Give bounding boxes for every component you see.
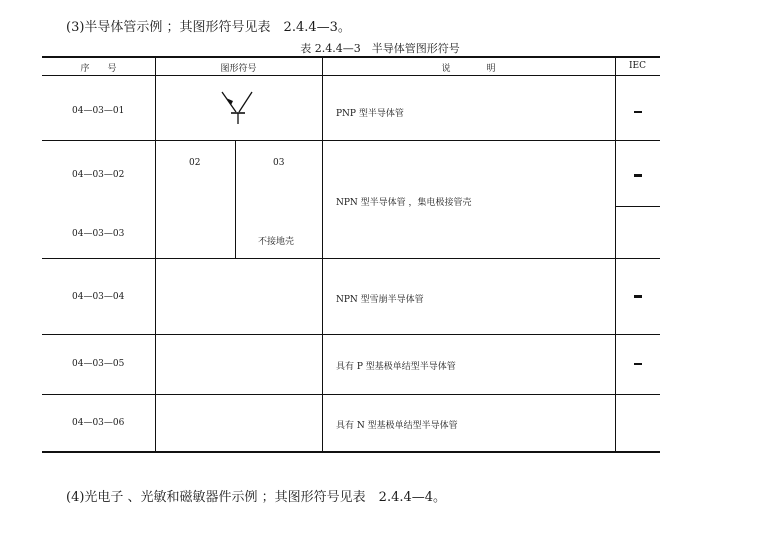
col-rule-symbol xyxy=(322,56,323,453)
header-bottom-rule xyxy=(42,75,660,76)
row-seq-1: 04—03—01 xyxy=(72,106,125,116)
table-caption: 表 2.4.4—3 半导体管图形符号 xyxy=(300,42,460,55)
row-seq-2: 04—03—02 xyxy=(72,170,125,180)
row-desc-6: 具有 N 型基极单结型半导体管 xyxy=(336,421,458,431)
row-rule-4 xyxy=(42,394,660,395)
sub-label-02: 02 xyxy=(189,158,201,168)
row-desc-2: NPN 型半导体管 ，集电极接管壳 xyxy=(336,198,472,208)
iec-mark-1 xyxy=(634,111,642,113)
pnp-transistor-icon xyxy=(218,88,258,128)
row-seq-3: 04—03—03 xyxy=(72,229,125,239)
row-seq-5: 04—03—05 xyxy=(72,359,125,369)
header-seq: 序 号 xyxy=(80,64,117,74)
header-symbol: 图形符号 xyxy=(220,64,257,74)
header-iec: IEC xyxy=(628,61,646,71)
header-desc: 说 明 xyxy=(441,64,496,74)
table-top-rule xyxy=(42,56,660,58)
sub-label-03: 03 xyxy=(273,158,285,168)
sub-label-note: 不接地壳 xyxy=(258,237,295,247)
iec-mark-4 xyxy=(634,295,642,298)
row-rule-1 xyxy=(42,140,660,141)
row-rule-2 xyxy=(42,258,660,259)
col-rule-iec xyxy=(615,56,616,453)
row-desc-1: PNP 型半导体管 xyxy=(336,109,404,119)
intro-line: (3)半导体管示例 ；其图形符号见表 2.4.4—3。 xyxy=(66,20,351,35)
iec-mark-2 xyxy=(634,174,642,177)
symbol-split-rule xyxy=(235,140,236,258)
row-seq-4: 04—03—04 xyxy=(72,292,125,302)
row-desc-4: NPN 型雪崩半导体管 xyxy=(336,295,424,305)
iec-split-rule xyxy=(615,206,660,207)
col-rule-seq xyxy=(155,56,156,453)
row-seq-6: 04—03—06 xyxy=(72,418,125,428)
iec-mark-5 xyxy=(634,363,642,365)
table-bottom-rule xyxy=(42,451,660,453)
row-desc-5: 具有 P 型基极单结型半导体管 xyxy=(336,362,456,372)
footer-line: (4)光电子 、光敏和磁敏器件示例 ；其图形符号见表 2.4.4—4。 xyxy=(66,490,447,505)
row-rule-3 xyxy=(42,334,660,335)
